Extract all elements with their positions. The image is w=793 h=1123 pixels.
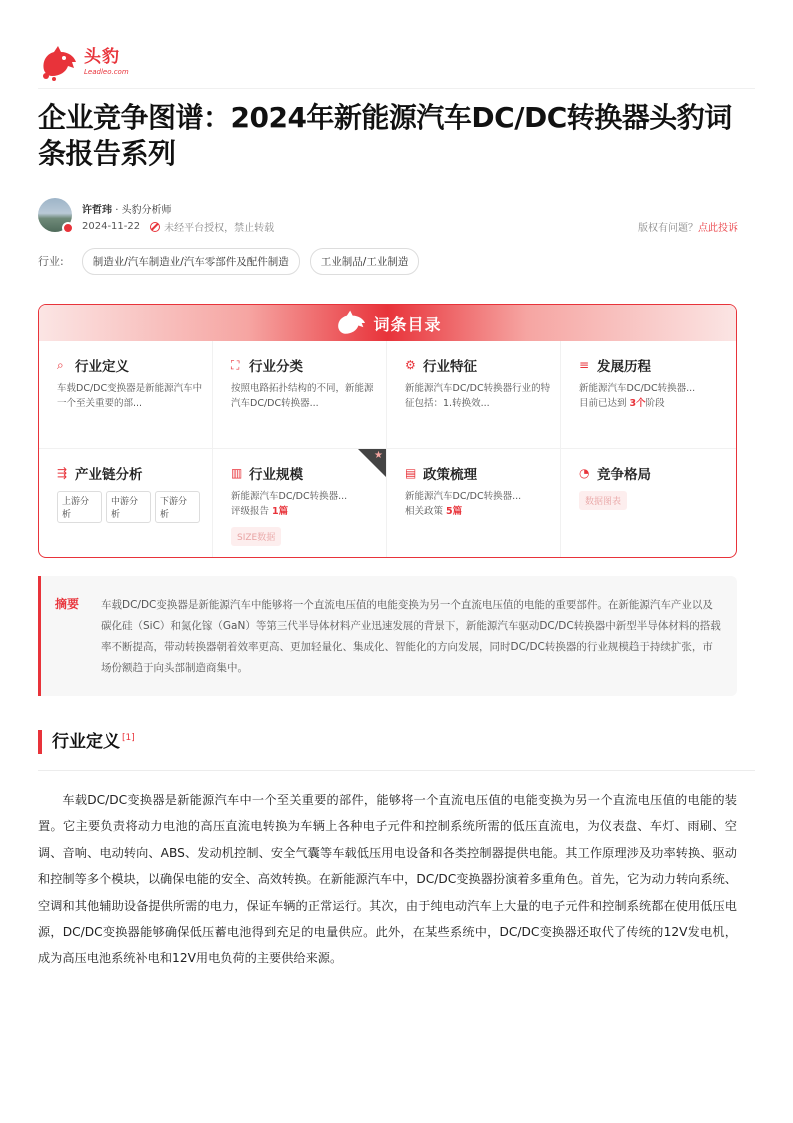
logo-text-cn: 头豹	[84, 47, 120, 67]
copyright-question: 版权有问题？	[638, 223, 698, 234]
toc-item-title: 行业分类	[249, 359, 303, 375]
star-icon: ★	[374, 450, 383, 461]
toc-item-desc: 新能源汽车DC/DC转换器...	[231, 491, 348, 502]
industry-row	[38, 248, 429, 274]
toc-item-count: 5篇	[446, 506, 463, 517]
toc-item-desc: 阶段	[645, 398, 665, 409]
toc-item-policy[interactable]	[387, 449, 561, 557]
section-title: 行业定义	[52, 732, 120, 752]
brand-logo[interactable]	[38, 42, 129, 82]
leopard-logo-icon	[38, 42, 80, 82]
industry-tag[interactable]: 制造业/汽车制造业/汽车零部件及配件制造	[82, 248, 300, 275]
bar-chart-icon: ▥	[231, 466, 243, 480]
toc-item-count: 3个	[629, 398, 646, 409]
author-row	[38, 198, 738, 236]
toc-item-desc: 评级报告	[231, 506, 273, 517]
prohibited-icon	[150, 222, 160, 232]
publish-date: 2024-11-22	[82, 221, 141, 232]
toc-item-title: 产业链分析	[75, 467, 143, 483]
abstract-text: 车载DC/DC变换器是新能源汽车中能够将一个直流电压值的电能变换为另一个直流电压值的电能的重要部件。在新能源汽车产业以及碳化硅（SiC）和氮化镓（GaN）等第三代半导体材料产业迅速发展的背景下，新能源汽车驱动DC/DC转换器中新型半导体材料的搭载率不断提高，带动转换器朝着效率更高、更加轻量化、集成化、智能化的方向发展，同时DC/DC转换器的行业规模趋于持续扩张，市场份额趋于向头部制造商集中。	[101, 599, 721, 674]
toc-item-classification[interactable]	[213, 341, 387, 449]
chip-downstream[interactable]: 下游分析	[155, 491, 200, 523]
toc-item-desc: 目前已达到	[579, 398, 630, 409]
toc-item-desc: 新能源汽车DC/DC转换器...	[405, 491, 522, 502]
reprint-notice: 未经平台授权，禁止转载	[164, 223, 275, 234]
table-of-contents	[38, 304, 737, 558]
toc-item-title: 发展历程	[597, 359, 651, 375]
pie-chart-icon: ◔	[579, 466, 590, 480]
magnifier-icon: ⌕	[57, 357, 64, 372]
industry-label: 行业:	[38, 255, 64, 268]
toc-item-count: 1篇	[272, 506, 289, 517]
section-body: 车载DC/DC变换器是新能源汽车中一个至关重要的部件，能够将一个直流电压值的电能变换为另一个直流电压值的电能的装置。它主要负责将动力电池的高压直流电转换为车辆上各种电子元件和控制系统所需的低压直流电，为仪表盘、车灯、雨刷、空调、音响、电动转向、ABS、发动机控制、安全气囊等车载低压用电设备和各类控制器提供电能。其工作原理涉及功率转换、驱动和控制等多个模块，以确保电能的安全、高效转换。在新能源汽车中，DC/DC变换器扮演着多重角色。首先，它为动力转向系统、空调和其他辅助设备提供所需的电力，保证车辆的正常运行。其次，由于纯电动汽车上大量的电子元件和控制系统都在使用低压电源，DC/DC变换器能够确保低压蓄电池得到充足的电量供应。此外，在某些系统中，DC/DC变换器还取代了传统的12V发电机，成为高压电池系统补电和12V用电负荷的主要供给来源。	[38, 793, 737, 966]
toc-item-title: 政策梳理	[423, 467, 477, 483]
gear-icon: ⚙	[405, 358, 416, 372]
toc-item-features[interactable]	[387, 341, 561, 449]
verified-badge-icon	[62, 222, 74, 234]
toc-item-title: 行业规模	[249, 467, 303, 483]
report-link[interactable]: 点此投诉	[698, 223, 738, 234]
chip-upstream[interactable]: 上游分析	[57, 491, 102, 523]
toc-item-title: 行业定义	[75, 359, 129, 375]
industry-tag[interactable]: 工业制品/工业制造	[310, 248, 420, 275]
page-title: 企业竞争图谱：2024年新能源汽车DC/DC转换器头豹词条报告系列	[38, 101, 732, 170]
logo-text-en: Leadleo.com	[84, 68, 129, 76]
header-divider	[38, 88, 755, 89]
author-role: · 头豹分析师	[115, 205, 172, 216]
citation-ref[interactable]: [1]	[122, 733, 135, 743]
document-icon: ▤	[405, 466, 417, 480]
abstract-label: 摘要	[55, 597, 80, 611]
size-data-chip[interactable]: SIZE数据	[231, 527, 281, 546]
timeline-icon: ≡	[579, 358, 590, 372]
toc-item-desc: 新能源汽车DC/DC转换器行业的特征包括：1.转换效...	[405, 383, 551, 409]
toc-header	[39, 305, 736, 341]
toc-item-desc: 车载DC/DC变换器是新能源汽车中一个至关重要的部...	[57, 383, 203, 409]
toc-item-title: 竞争格局	[597, 467, 651, 483]
chain-icon: ⇶	[57, 466, 68, 480]
data-chart-chip[interactable]: 数据图表	[579, 491, 627, 510]
toc-item-competition[interactable]	[561, 449, 736, 557]
toc-title: 词条目录	[373, 314, 442, 334]
section-accent-bar	[38, 730, 42, 754]
section-divider	[38, 770, 755, 771]
author-name[interactable]: 许哲玮	[82, 205, 112, 216]
toc-item-definition[interactable]	[39, 341, 213, 449]
chip-midstream[interactable]: 中游分析	[106, 491, 151, 523]
abstract-box	[38, 576, 737, 696]
copyright-notice	[638, 219, 738, 234]
hierarchy-icon: ⛶	[231, 357, 240, 372]
toc-item-title: 行业特征	[423, 359, 477, 375]
section-heading	[38, 730, 135, 754]
leopard-logo-icon	[333, 309, 369, 337]
toc-item-history[interactable]	[561, 341, 736, 449]
toc-item-desc: 新能源汽车DC/DC转换器...	[579, 383, 696, 394]
toc-item-chain[interactable]	[39, 449, 213, 557]
toc-item-scale[interactable]	[213, 449, 387, 557]
toc-item-desc: 相关政策	[405, 506, 447, 517]
toc-item-desc: 按照电路拓扑结构的不同，新能源汽车DC/DC转换器...	[231, 383, 374, 409]
